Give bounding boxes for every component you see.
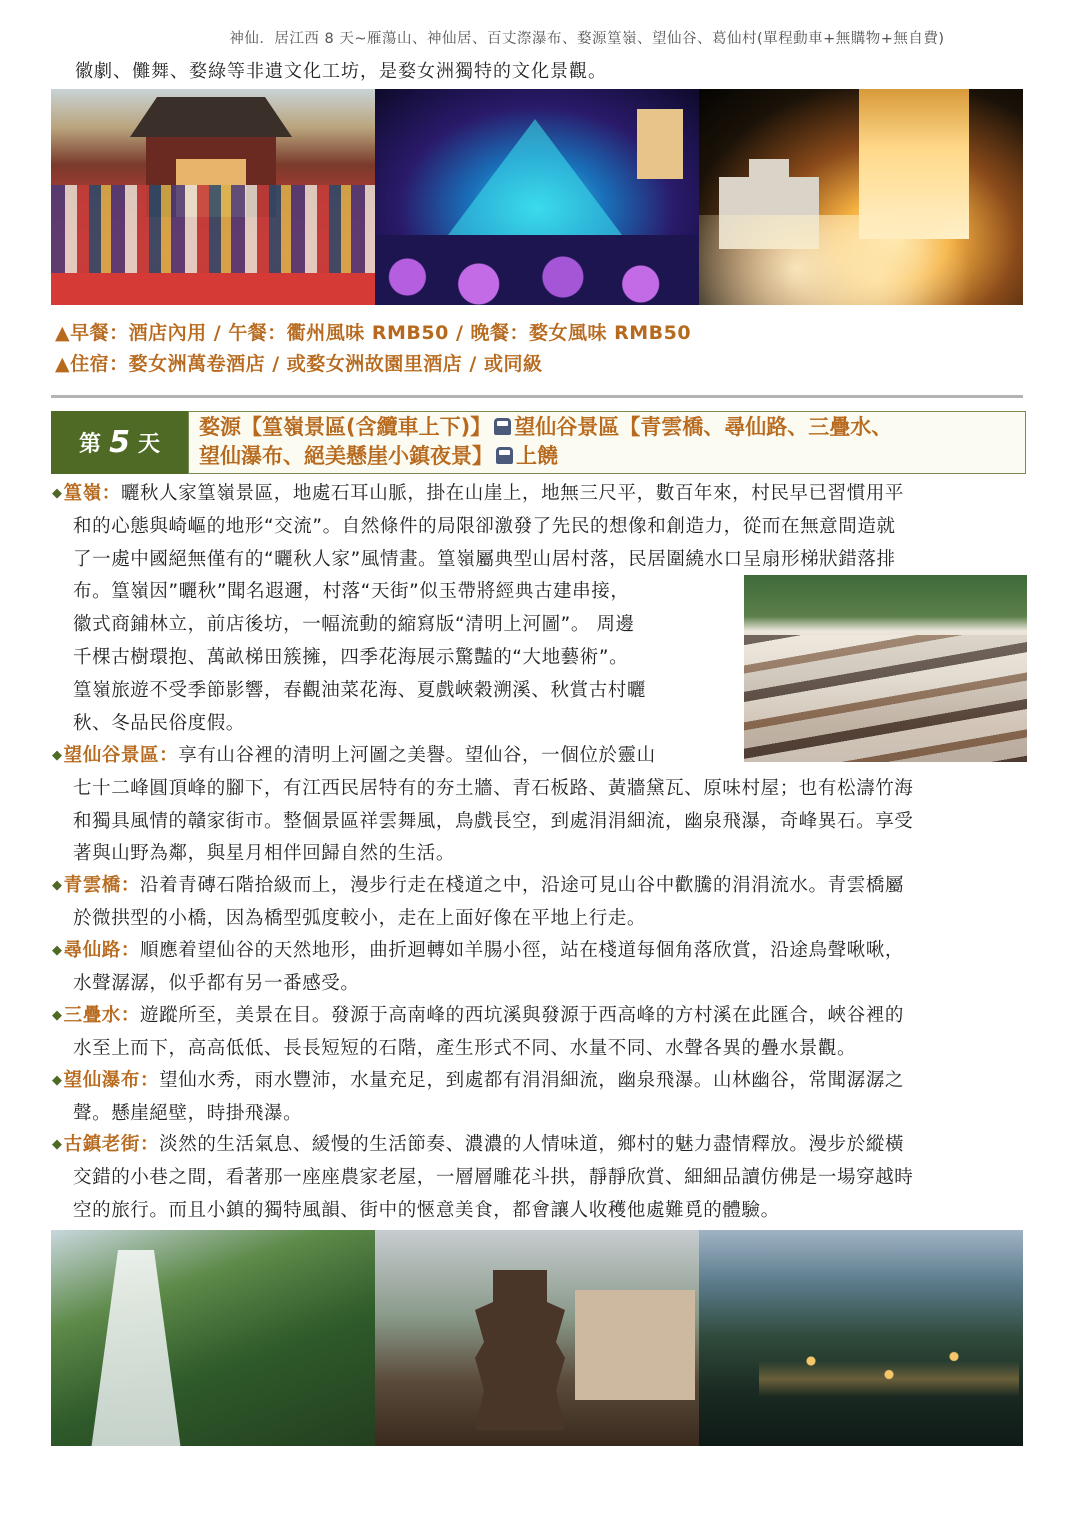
section-qingyunqiao [52, 870, 904, 936]
section-text: 交錯的小巷之間，看著那一座座農家老屋，一層層雕花斗拱，靜靜欣賞、細細品讀仿佛是一場穿越時 [73, 1166, 914, 1188]
section-text: 曬秋人家篁嶺景區，地處石耳山脈，掛在山崖上，地無三尺平，數百年來，村民早已習慣用平 [120, 483, 905, 504]
top-photo-row [51, 89, 1023, 305]
section-wangxiangu [52, 740, 913, 871]
section-pubu [52, 1065, 904, 1131]
day-title-part: 望仙瀑布、絕美懸崖小鎮夜景】 [199, 444, 493, 468]
diamond-bullet-icon: ◆ [52, 486, 63, 501]
section-text: 徽式商鋪林立，前店後坊，一幅流動的縮寫版“清明上河圖”。 周邊 [73, 614, 635, 636]
section-text: 享有山谷裡的清明上河圖之美譽。望仙谷，一個位於靈山 [178, 745, 656, 766]
section-text: 遊蹤所至，美景在目。發源于高南峰的西坑溪與發源于西高峰的方村溪在此匯合，峽谷裡的 [140, 1005, 905, 1026]
section-xunxianlu [52, 935, 904, 1001]
day-title [188, 411, 1026, 474]
meals-line: ▲早餐：酒店內用 / 午餐：衢州風味 RMB50 / 晚餐：婺女風味 RMB50 [55, 322, 692, 344]
section-text: 千棵古樹環抱、萬畝梯田簇擁，四季花海展示驚豔的“大地藝術”。 [73, 646, 629, 668]
section-label: 青雲橋： [63, 875, 141, 896]
section-label: 古鎮老街： [63, 1134, 160, 1155]
section-text: 水聲潺潺，似乎都有另一番感受。 [73, 972, 360, 994]
section-text: 水至上而下，高高低低、長長短短的石階，產生形式不同、水量不同、水聲各異的疊水景觀。 [73, 1037, 857, 1059]
day-title-part: 上饒 [516, 444, 558, 468]
diamond-bullet-icon: ◆ [52, 878, 63, 893]
section-text: 篁嶺旅遊不受季節影響，春觀油菜花海、夏戲峽穀溯溪、秋賞古村曬 [73, 679, 647, 701]
diamond-bullet-icon: ◆ [52, 748, 63, 763]
section-text: 秋、冬品民俗度假。 [73, 712, 245, 734]
intro-line: 徽劇、儺舞、婺綠等非遺文化工坊，是婺女洲獨特的文化景觀。 [75, 61, 607, 82]
huangling-village-photo [744, 575, 1027, 762]
train-icon [494, 418, 511, 435]
waterfall-photo [51, 1230, 375, 1446]
bottom-photo-row [51, 1230, 1023, 1446]
section-label: 望仙谷景區： [63, 745, 179, 766]
section-text: 空的旅行。而且小鎮的獨特風韻、街中的愜意美食，都會讓人收穫他處難覓的體驗。 [73, 1199, 780, 1221]
section-label: 篁嶺： [63, 483, 121, 504]
section-text: 和獨具風情的贛家街市。整個景區祥雲舞風，鳥戲長空，到處涓涓細流，幽泉飛瀑，奇峰異石。享受 [73, 810, 914, 832]
section-label: 尋仙路： [63, 940, 141, 961]
diamond-bullet-icon: ◆ [52, 943, 63, 958]
lodging-line: ▲住宿：婺女洲萬卷酒店 / 或婺女洲故園里酒店 / 或同級 [55, 353, 543, 375]
section-text: 順應着望仙谷的天然地形，曲折迴轉如羊腸小徑，站在棧道每個角落欣賞，沿途鳥聲啾啾， [140, 940, 905, 961]
section-text: 布。篁嶺因”曬秋”聞名遐邇，村落“天街”似玉帶將經典古建串接， [73, 581, 630, 603]
day-title-part: 望仙谷景區【青雲橋、尋仙路、三疊水、 [514, 415, 893, 439]
section-label: 三疊水： [63, 1005, 141, 1026]
section-text: 聲。懸崖絕壁，時掛飛瀑。 [73, 1102, 303, 1124]
section-text: 七十二峰圓頂峰的腳下，有江西民居特有的夯土牆、青石板路、黃牆黛瓦、原味村屋；也有松濤竹海 [73, 777, 914, 799]
day-title-part: 婺源【篁嶺景區(含纜車上下)】 [199, 415, 492, 439]
valley-night-view-photo [699, 1230, 1023, 1446]
section-text: 淡然的生活氣息、緩慢的生活節奏、濃濃的人情味道，鄉村的魅力盡情釋放。漫步於縱橫 [159, 1134, 905, 1155]
day-badge [51, 411, 188, 474]
section-text: 沿着青磚石階拾級而上，漫步行走在棧道之中，沿途可見山谷中歡騰的涓涓流水。青雲橋屬 [140, 875, 905, 896]
page-header: 神仙．居江西 8 天~雁蕩山、神仙居、百丈漈瀑布、婺源篁嶺、望仙谷、葛仙村(單程動車+無購物+無自費) [229, 31, 945, 47]
section-text: 著與山野為鄰，與星月相伴回歸自然的生活。 [73, 843, 456, 865]
fireworks-waterfall-photo [699, 89, 1023, 305]
section-label: 望仙瀑布： [63, 1070, 160, 1091]
day-suffix: 天 [137, 432, 160, 457]
night-stage-show-photo [375, 89, 699, 305]
section-text: 望仙水秀，雨水豐沛，水量充足，到處都有涓涓細流，幽泉飛瀑。山林幽谷，常聞潺潺之 [159, 1070, 905, 1091]
section-divider [51, 395, 1023, 398]
day-prefix: 第 [79, 432, 102, 457]
opera-parade-photo [51, 89, 375, 305]
section-sandieshui [52, 1000, 904, 1066]
section-text: 和的心態與崎嶇的地形“交流”。自然條件的局限卻激發了先民的想像和創造力，從而在無意間造就 [73, 515, 896, 537]
diamond-bullet-icon: ◆ [52, 1137, 63, 1152]
section-text: 於微拱型的小橋，因為橋型弧度較小，走在上面好像在平地上行走。 [73, 907, 647, 929]
cliff-town-tower-photo [375, 1230, 699, 1446]
diamond-bullet-icon: ◆ [52, 1008, 63, 1023]
section-guzhen [52, 1129, 913, 1227]
day-number: 5 [109, 425, 130, 460]
diamond-bullet-icon: ◆ [52, 1073, 63, 1088]
section-text: 了一處中國絕無僅有的“曬秋人家”風情畫。篁嶺屬典型山居村落，民居圍繞水口呈扇形梯狀錯落排 [73, 548, 896, 570]
train-icon [496, 447, 513, 464]
